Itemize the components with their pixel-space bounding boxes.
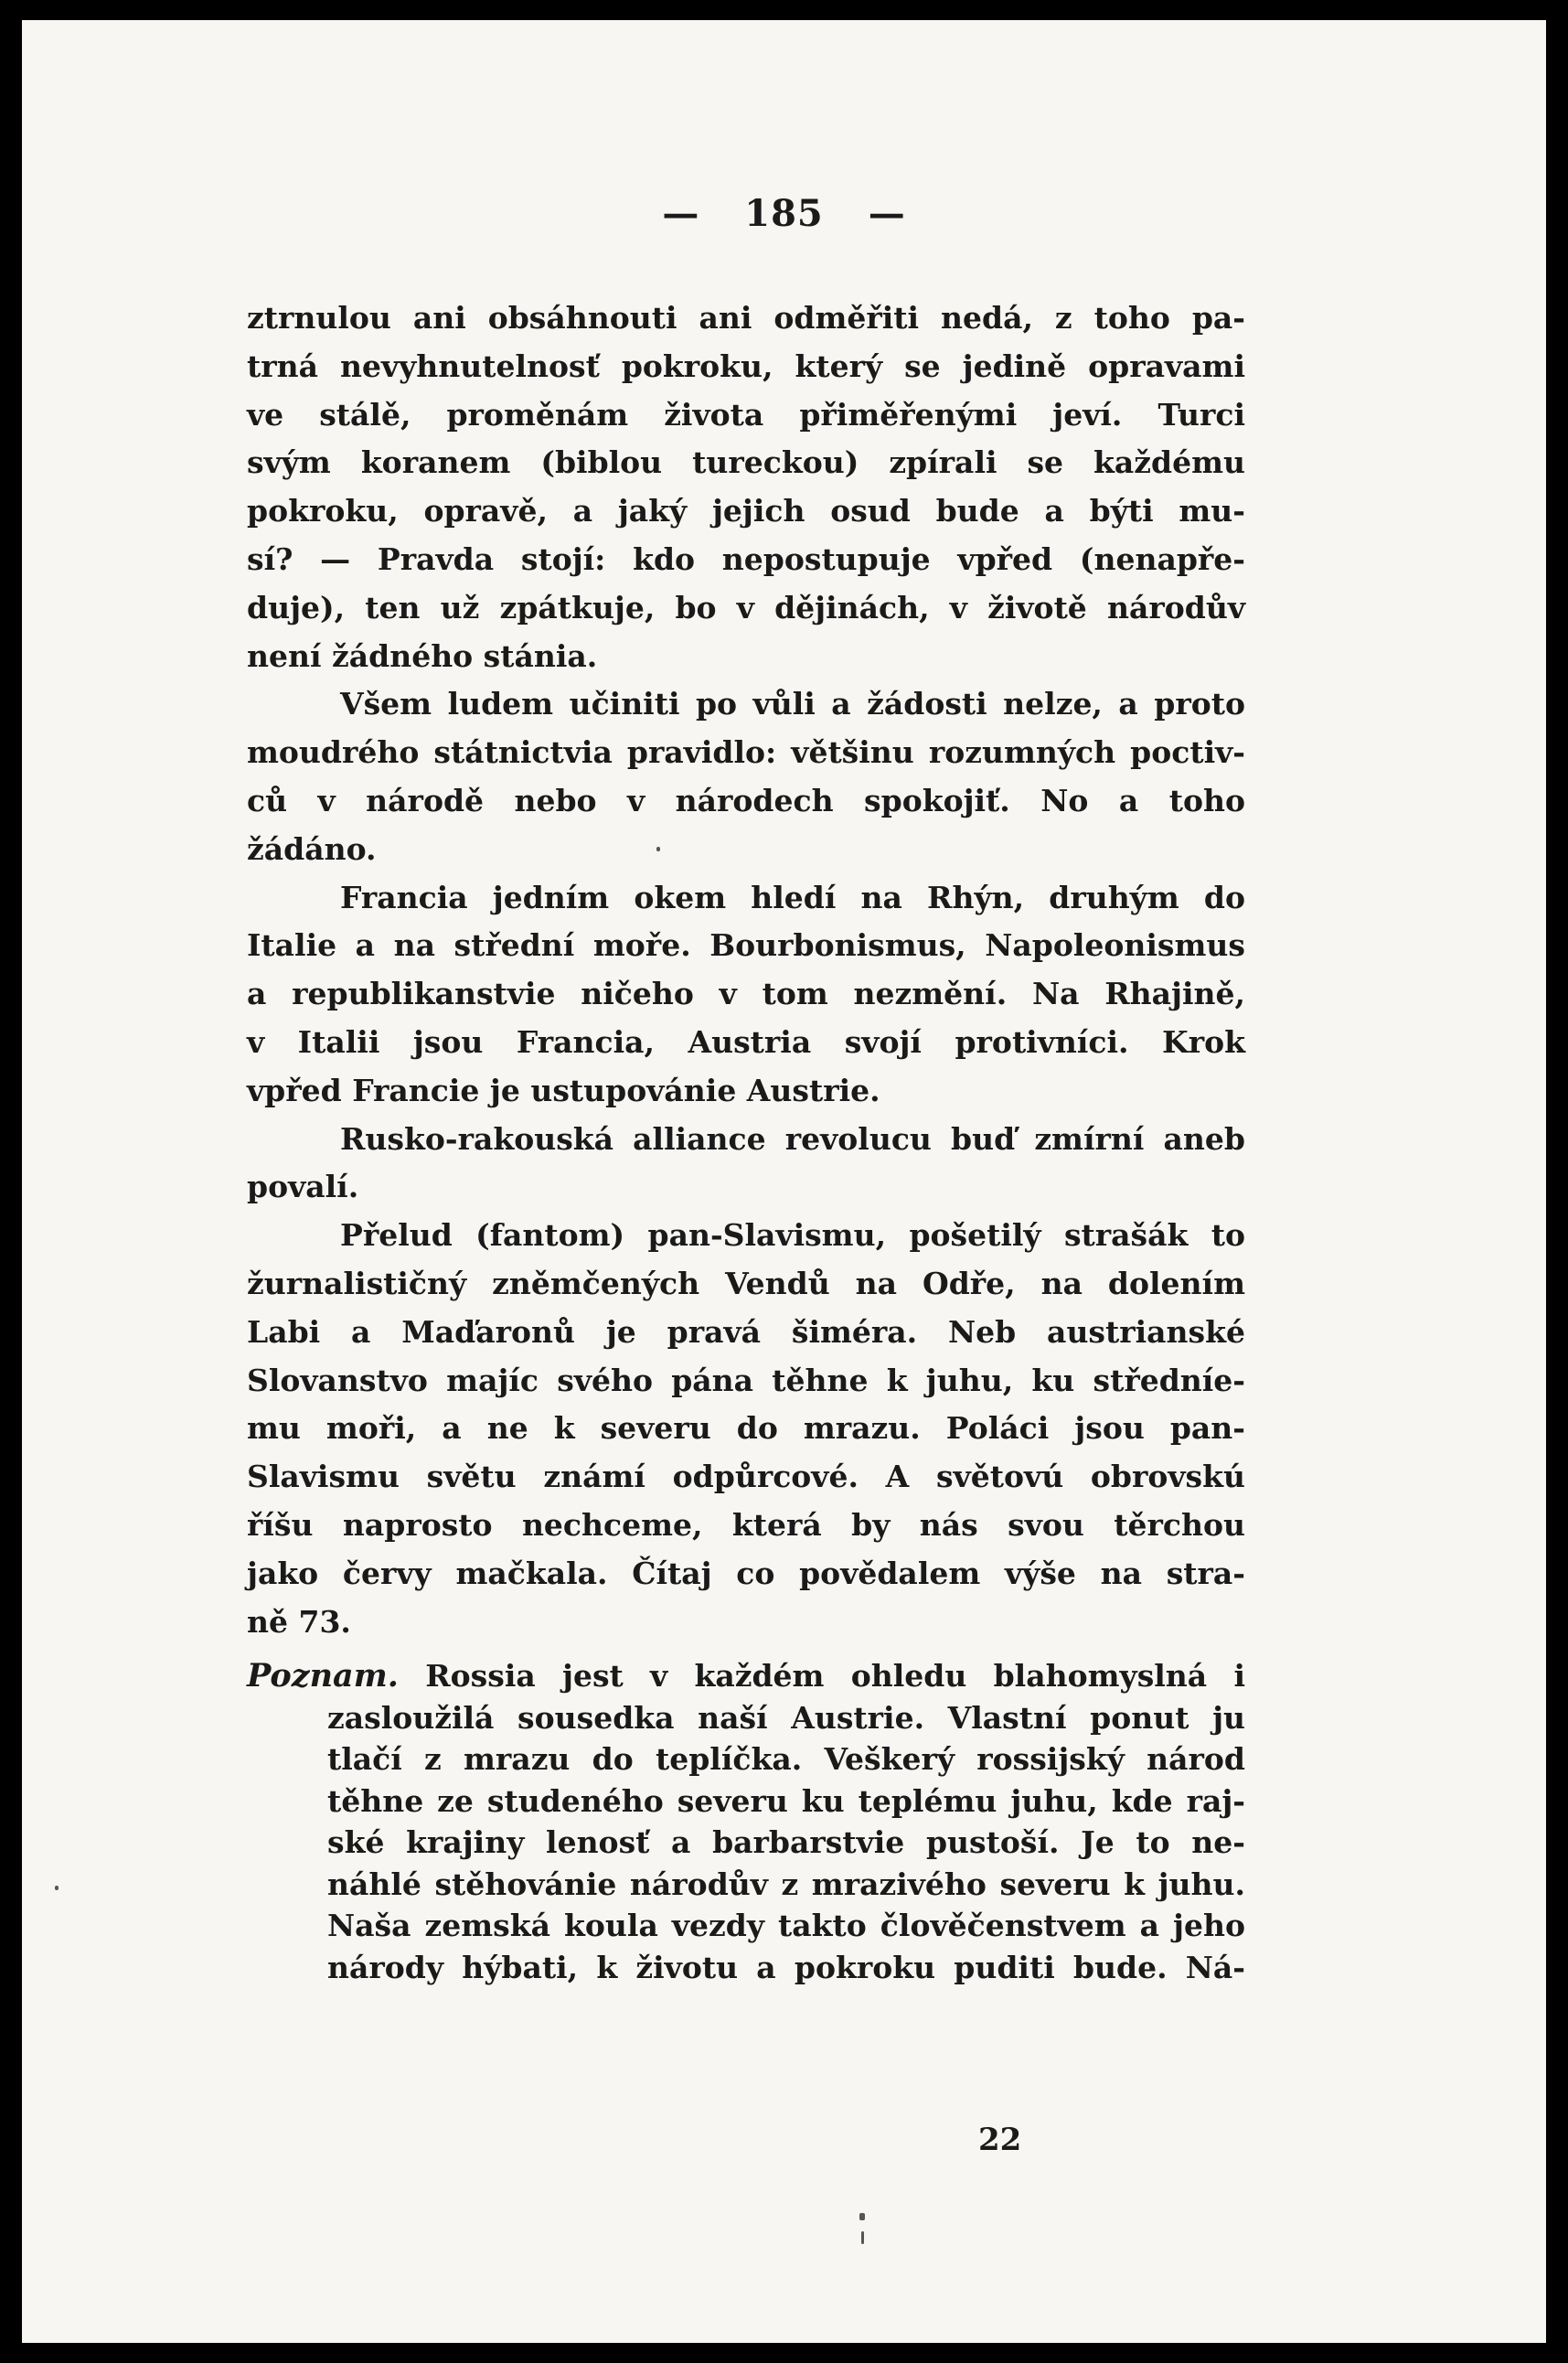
text-line: mu moři, a ne k severu do mrazu. Poláci jsou pan- bbox=[247, 1410, 1245, 1447]
header-dash-right: — bbox=[868, 192, 906, 235]
print-speck bbox=[859, 2213, 865, 2220]
text-line: žurnalističný zněmčených Vendů na Odře, na dolením bbox=[247, 1265, 1245, 1301]
paragraph-4 bbox=[247, 1116, 1245, 1213]
footnote-text: Rossia jest v každém ohledu blahomyslná i bbox=[425, 1658, 1245, 1694]
footnote-label: Poznam. bbox=[247, 1657, 399, 1695]
text-line: ztrnulou ani obsáhnouti ani odměřiti nedá, z toho pa- bbox=[247, 300, 1245, 336]
footnote-line: ské krajiny lenosť a barbarstvie pustoší. Je to ne- bbox=[327, 1824, 1245, 1860]
print-speck bbox=[55, 1886, 59, 1890]
text-line: Všem ludem učiniti po vůli a žádosti nelze, a proto bbox=[340, 686, 1245, 722]
print-speck bbox=[861, 2231, 864, 2244]
text-line: pokroku, opravě, a jaký jejich osud bude a býti mu- bbox=[247, 493, 1245, 529]
text-line: ve stálě, proměnám života přiměřenými jeví. Turci bbox=[247, 396, 1245, 433]
print-speck bbox=[656, 847, 660, 851]
book-page bbox=[22, 20, 1546, 2343]
paragraph-5 bbox=[247, 1212, 1245, 1646]
footnote-line: náhlé stěhovánie národův z mrazivého severu k juhu. bbox=[327, 1866, 1245, 1902]
page-number: 185 bbox=[744, 192, 824, 235]
footnote-line: těhne ze studeného severu ku teplému juhu, kde raj- bbox=[327, 1782, 1245, 1819]
text-line: povalí. bbox=[247, 1169, 359, 1205]
text-line: Slavismu světu známí odpůrcové. A světovú obrovskú bbox=[247, 1459, 1245, 1495]
text-line: říšu naprosto nechceme, která by nás svou těrchou bbox=[247, 1506, 1245, 1543]
text-line: v Italii jsou Francia, Austria svojí protivníci. Krok bbox=[247, 1023, 1245, 1060]
text-line: sí? — Pravda stojí: kdo nepostupuje vpřed (nenapře- bbox=[247, 540, 1245, 577]
text-line: vpřed Francie je ustupovánie Austrie. bbox=[247, 1072, 880, 1108]
footnote-line: zasloužilá sousedka naší Austrie. Vlastní ponut ju bbox=[327, 1699, 1245, 1736]
header-dash-left: — bbox=[662, 192, 700, 235]
text-line: moudrého státnictvia pravidlo: většinu rozumných poctiv- bbox=[247, 734, 1245, 771]
body-text bbox=[247, 294, 1245, 1646]
text-line: Rusko-rakouská alliance revolucu buď zmírní aneb bbox=[340, 1120, 1245, 1157]
paragraph-2 bbox=[247, 680, 1245, 873]
footnote-line: tlačí z mrazu do teplíčka. Veškerý rossijský národ bbox=[327, 1741, 1245, 1777]
footnote bbox=[247, 1655, 1245, 1988]
text-line: ců v národě nebo v národech spokojiť. No a toho bbox=[247, 782, 1245, 818]
text-line: duje), ten už zpátkuje, bo v dějinách, v životě národův bbox=[247, 589, 1245, 626]
footnote-line: národy hýbati, k životu a pokroku puditi bude. Ná- bbox=[327, 1949, 1245, 1985]
paragraph-3 bbox=[247, 874, 1245, 1116]
signature-mark: 22 bbox=[978, 2122, 1022, 2158]
text-line: ně 73. bbox=[247, 1603, 351, 1640]
text-line: Francia jedním okem hledí na Rhýn, druhým do bbox=[340, 879, 1245, 915]
text-line: Italie a na střední moře. Bourbonismus, Napoleonismus bbox=[247, 927, 1245, 964]
text-line: není žádného stánia. bbox=[247, 637, 598, 674]
text-line: jako červy mačkala. Čítaj co povědalem výše na stra- bbox=[247, 1555, 1245, 1591]
footnote-line: Naša zemská koula vezdy takto člověčenstvem a jeho bbox=[327, 1908, 1245, 1943]
text-line: svým koranem (biblou tureckou) zpírali se každému bbox=[247, 444, 1245, 481]
text-line: Labi a Maďaronů je pravá šiméra. Neb austrianské bbox=[247, 1313, 1245, 1350]
page-header bbox=[22, 192, 1546, 235]
footnote-first-line bbox=[247, 1655, 1245, 1697]
text-line: Slovanstvo majíc svého pána těhne k juhu, ku středníe- bbox=[247, 1362, 1245, 1398]
text-line: Přelud (fantom) pan-Slavismu, pošetilý strašák to bbox=[340, 1217, 1245, 1254]
text-line: žádáno. bbox=[247, 830, 377, 867]
text-line: a republikanstvie ničeho v tom nezmění. Na Rhajině, bbox=[247, 976, 1245, 1012]
paragraph-1 bbox=[247, 294, 1245, 680]
text-line: trná nevyhnutelnosť pokroku, který se jedině opravami bbox=[247, 348, 1245, 384]
